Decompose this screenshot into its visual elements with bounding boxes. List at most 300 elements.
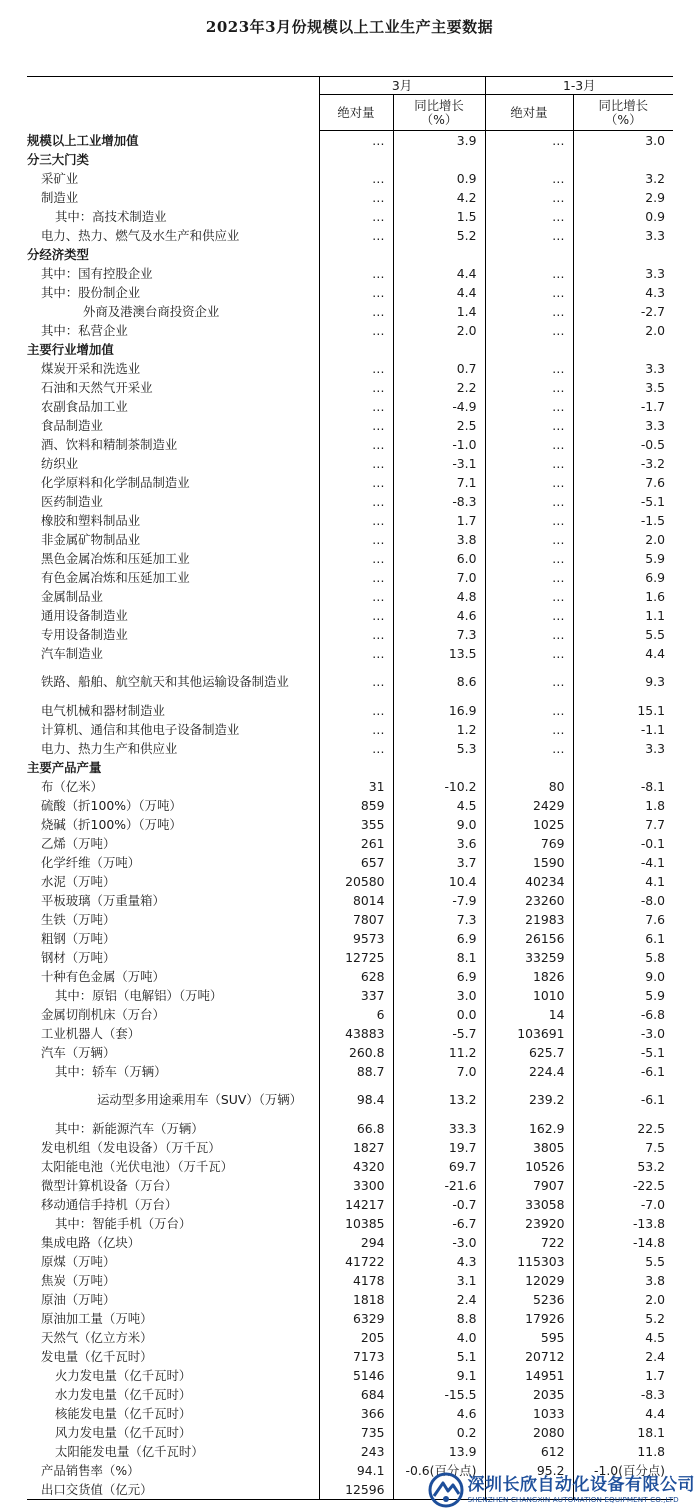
cumulative-absolute-cell: 1010 bbox=[485, 986, 573, 1005]
cumulative-absolute-cell bbox=[485, 758, 573, 777]
table-row bbox=[27, 929, 673, 948]
cumulative-yoy-cell: -8.3 bbox=[573, 1385, 673, 1404]
month-absolute-cell: … bbox=[319, 435, 393, 454]
month-absolute-cell: 10385 bbox=[319, 1214, 393, 1233]
header-yoy-line1: 同比增长 bbox=[414, 97, 464, 113]
month-yoy-cell: -0.6(百分点) bbox=[393, 1461, 485, 1480]
cumulative-yoy-cell: -8.0 bbox=[573, 891, 673, 910]
month-absolute-cell: 8014 bbox=[319, 891, 393, 910]
month-yoy-cell: 4.0 bbox=[393, 1328, 485, 1347]
month-absolute-cell: 20580 bbox=[319, 872, 393, 891]
cumulative-yoy-cell: 4.4 bbox=[573, 1404, 673, 1423]
cumulative-absolute-cell: 612 bbox=[485, 1442, 573, 1461]
cumulative-yoy-cell: 9.0 bbox=[573, 967, 673, 986]
cumulative-absolute-cell: 12029 bbox=[485, 1271, 573, 1290]
cumulative-yoy-cell: 3.3 bbox=[573, 264, 673, 283]
cumulative-yoy-cell: 7.7 bbox=[573, 815, 673, 834]
cumulative-absolute-cell: 3805 bbox=[485, 1138, 573, 1157]
month-yoy-cell: 3.7 bbox=[393, 853, 485, 872]
table-row bbox=[27, 454, 673, 473]
table-row bbox=[27, 207, 673, 226]
month-absolute-cell: … bbox=[319, 663, 393, 701]
cumulative-absolute-cell: 722 bbox=[485, 1233, 573, 1252]
month-absolute-cell: 657 bbox=[319, 853, 393, 872]
row-label: 石油和天然气开采业 bbox=[41, 380, 153, 395]
row-label: 太阳能发电量（亿千瓦时） bbox=[55, 1444, 204, 1459]
table-row bbox=[27, 283, 673, 302]
header-month-absolute: 绝对量 bbox=[319, 95, 393, 131]
table-row bbox=[27, 739, 673, 758]
table-row bbox=[27, 1119, 673, 1138]
month-yoy-cell: 13.5 bbox=[393, 644, 485, 663]
month-yoy-cell: 7.1 bbox=[393, 473, 485, 492]
cumulative-absolute-cell: 21983 bbox=[485, 910, 573, 929]
cumulative-yoy-cell: -22.5 bbox=[573, 1176, 673, 1195]
row-label: 微型计算机设备（万台） bbox=[41, 1178, 178, 1193]
cumulative-yoy-cell: 6.1 bbox=[573, 929, 673, 948]
month-absolute-cell: 4320 bbox=[319, 1157, 393, 1176]
cumulative-yoy-cell bbox=[573, 340, 673, 359]
month-yoy-cell: 2.4 bbox=[393, 1290, 485, 1309]
company-name-block bbox=[468, 1475, 696, 1505]
month-absolute-cell: 355 bbox=[319, 815, 393, 834]
cumulative-yoy-cell: 6.9 bbox=[573, 568, 673, 587]
row-label: 水泥（万吨） bbox=[41, 874, 116, 889]
table-row bbox=[27, 568, 673, 587]
month-yoy-cell: 4.3 bbox=[393, 1252, 485, 1271]
cumulative-yoy-cell: 7.6 bbox=[573, 910, 673, 929]
month-yoy-cell: 1.4 bbox=[393, 302, 485, 321]
month-absolute-cell: … bbox=[319, 511, 393, 530]
cumulative-absolute-cell: … bbox=[485, 207, 573, 226]
month-yoy-cell: -0.7 bbox=[393, 1195, 485, 1214]
month-absolute-cell: … bbox=[319, 587, 393, 606]
cumulative-absolute-cell: 26156 bbox=[485, 929, 573, 948]
table-row bbox=[27, 891, 673, 910]
cumulative-yoy-cell: -6.1 bbox=[573, 1062, 673, 1081]
month-absolute-cell: 1818 bbox=[319, 1290, 393, 1309]
cumulative-yoy-cell: -3.0 bbox=[573, 1024, 673, 1043]
month-absolute-cell: 4178 bbox=[319, 1271, 393, 1290]
cumulative-absolute-cell: 14 bbox=[485, 1005, 573, 1024]
table-row bbox=[27, 910, 673, 929]
table-row bbox=[27, 530, 673, 549]
cumulative-yoy-cell: -1.5 bbox=[573, 511, 673, 530]
month-yoy-cell: 6.0 bbox=[393, 549, 485, 568]
month-absolute-cell: 66.8 bbox=[319, 1119, 393, 1138]
month-yoy-cell: -15.5 bbox=[393, 1385, 485, 1404]
month-yoy-cell: 2.5 bbox=[393, 416, 485, 435]
month-absolute-cell: 735 bbox=[319, 1423, 393, 1442]
company-logo-icon bbox=[428, 1472, 464, 1508]
table-row bbox=[27, 701, 673, 720]
row-label: 主要行业增加值 bbox=[27, 342, 114, 357]
month-yoy-cell: 8.1 bbox=[393, 948, 485, 967]
month-yoy-cell: -7.9 bbox=[393, 891, 485, 910]
row-label: 电气机械和器材制造业 bbox=[41, 703, 165, 718]
row-label: 电力、热力生产和供应业 bbox=[41, 741, 178, 756]
cumulative-absolute-cell: 162.9 bbox=[485, 1119, 573, 1138]
month-absolute-cell: 31 bbox=[319, 777, 393, 796]
row-label: 火力发电量（亿千瓦时） bbox=[55, 1368, 192, 1383]
month-yoy-cell: 8.8 bbox=[393, 1309, 485, 1328]
cumulative-yoy-cell: 4.3 bbox=[573, 283, 673, 302]
cumulative-yoy-cell: -2.7 bbox=[573, 302, 673, 321]
table-row bbox=[27, 1423, 673, 1442]
table-row bbox=[27, 777, 673, 796]
table-row bbox=[27, 1176, 673, 1195]
table-row bbox=[27, 1081, 673, 1119]
cumulative-yoy-cell: 7.5 bbox=[573, 1138, 673, 1157]
table-row bbox=[27, 1404, 673, 1423]
cumulative-absolute-cell: 7907 bbox=[485, 1176, 573, 1195]
table-row bbox=[27, 1024, 673, 1043]
table-row bbox=[27, 359, 673, 378]
row-label: 原油加工量（万吨） bbox=[41, 1311, 153, 1326]
month-absolute-cell: … bbox=[319, 378, 393, 397]
cumulative-absolute-cell: 1025 bbox=[485, 815, 573, 834]
month-absolute-cell bbox=[319, 245, 393, 264]
month-yoy-cell: 33.3 bbox=[393, 1119, 485, 1138]
cumulative-yoy-cell: 2.4 bbox=[573, 1347, 673, 1366]
table-row bbox=[27, 511, 673, 530]
table-row bbox=[27, 815, 673, 834]
month-yoy-cell: -8.3 bbox=[393, 492, 485, 511]
cumulative-yoy-cell: -6.1 bbox=[573, 1081, 673, 1119]
month-absolute-cell: 14217 bbox=[319, 1195, 393, 1214]
month-absolute-cell: 9573 bbox=[319, 929, 393, 948]
cumulative-yoy-cell: 3.0 bbox=[573, 131, 673, 151]
cumulative-absolute-cell: 80 bbox=[485, 777, 573, 796]
row-label: 分三大门类 bbox=[27, 152, 89, 167]
month-yoy-cell: 4.8 bbox=[393, 587, 485, 606]
table-row bbox=[27, 1328, 673, 1347]
cumulative-yoy-cell: -13.8 bbox=[573, 1214, 673, 1233]
month-absolute-cell: 3300 bbox=[319, 1176, 393, 1195]
month-absolute-cell: … bbox=[319, 131, 393, 151]
row-label: 平板玻璃（万重量箱） bbox=[41, 893, 165, 908]
cumulative-absolute-cell: 33259 bbox=[485, 948, 573, 967]
cumulative-yoy-cell: 5.2 bbox=[573, 1309, 673, 1328]
cumulative-yoy-cell: 5.9 bbox=[573, 549, 673, 568]
cumulative-yoy-cell: -5.1 bbox=[573, 1043, 673, 1062]
month-yoy-cell: -10.2 bbox=[393, 777, 485, 796]
row-label: 原煤（万吨） bbox=[41, 1254, 116, 1269]
row-label: 主要产品产量 bbox=[27, 760, 102, 775]
cumulative-yoy-cell: 3.5 bbox=[573, 378, 673, 397]
cumulative-absolute-cell: 23920 bbox=[485, 1214, 573, 1233]
cumulative-yoy-cell: 2.0 bbox=[573, 1290, 673, 1309]
row-label: 分经济类型 bbox=[27, 247, 89, 262]
cumulative-absolute-cell: 33058 bbox=[485, 1195, 573, 1214]
cumulative-absolute-cell: … bbox=[485, 701, 573, 720]
row-label: 规模以上工业增加值 bbox=[27, 132, 139, 148]
month-absolute-cell: … bbox=[319, 264, 393, 283]
month-yoy-cell: 7.0 bbox=[393, 1062, 485, 1081]
cumulative-absolute-cell: 103691 bbox=[485, 1024, 573, 1043]
month-yoy-cell: 1.2 bbox=[393, 720, 485, 739]
month-absolute-cell: 6 bbox=[319, 1005, 393, 1024]
month-yoy-cell: -3.1 bbox=[393, 454, 485, 473]
section-row bbox=[27, 245, 673, 264]
month-absolute-cell: … bbox=[319, 188, 393, 207]
cumulative-yoy-cell: 2.0 bbox=[573, 321, 673, 340]
cumulative-yoy-cell: 7.6 bbox=[573, 473, 673, 492]
table-row bbox=[27, 1442, 673, 1461]
cumulative-yoy-cell: 2.0 bbox=[573, 530, 673, 549]
month-yoy-cell: 4.2 bbox=[393, 188, 485, 207]
month-yoy-cell: 9.0 bbox=[393, 815, 485, 834]
table-row bbox=[27, 435, 673, 454]
table-row bbox=[27, 1366, 673, 1385]
table-row bbox=[27, 131, 673, 151]
table-row bbox=[27, 872, 673, 891]
month-yoy-cell: 4.6 bbox=[393, 606, 485, 625]
row-label: 计算机、通信和其他电子设备制造业 bbox=[41, 722, 240, 737]
cumulative-absolute-cell: 1033 bbox=[485, 1404, 573, 1423]
cumulative-absolute-cell: 95.2 bbox=[485, 1461, 573, 1480]
header-row-columns bbox=[27, 95, 673, 131]
cumulative-absolute-cell: … bbox=[485, 587, 573, 606]
cumulative-yoy-cell: -14.8 bbox=[573, 1233, 673, 1252]
row-label: 非金属矿物制品业 bbox=[41, 532, 141, 547]
table-row bbox=[27, 1233, 673, 1252]
cumulative-yoy-cell bbox=[573, 245, 673, 264]
month-absolute-cell: 5146 bbox=[319, 1366, 393, 1385]
cumulative-yoy-cell: 3.3 bbox=[573, 226, 673, 245]
month-absolute-cell: … bbox=[319, 283, 393, 302]
month-absolute-cell: … bbox=[319, 473, 393, 492]
cumulative-yoy-cell: -7.0 bbox=[573, 1195, 673, 1214]
header-period-cumulative: 1-3月 bbox=[485, 77, 673, 95]
table-row bbox=[27, 226, 673, 245]
month-yoy-cell: 3.6 bbox=[393, 834, 485, 853]
cumulative-yoy-cell: -6.8 bbox=[573, 1005, 673, 1024]
month-yoy-cell: 6.9 bbox=[393, 967, 485, 986]
month-yoy-cell: 3.9 bbox=[393, 131, 485, 151]
cumulative-yoy-cell: 3.3 bbox=[573, 359, 673, 378]
cumulative-absolute-cell: 23260 bbox=[485, 891, 573, 910]
cumulative-yoy-cell: -0.5 bbox=[573, 435, 673, 454]
row-label: 产品销售率（%） bbox=[41, 1463, 140, 1478]
cumulative-yoy-cell: -5.1 bbox=[573, 492, 673, 511]
month-absolute-cell: … bbox=[319, 207, 393, 226]
cumulative-absolute-cell: … bbox=[485, 321, 573, 340]
cumulative-absolute-cell: … bbox=[485, 397, 573, 416]
cumulative-absolute-cell: … bbox=[485, 720, 573, 739]
cumulative-yoy-cell: 4.5 bbox=[573, 1328, 673, 1347]
table-row bbox=[27, 473, 673, 492]
cumulative-yoy-cell bbox=[573, 758, 673, 777]
month-yoy-cell: 5.2 bbox=[393, 226, 485, 245]
cumulative-absolute-cell: 17926 bbox=[485, 1309, 573, 1328]
row-label: 橡胶和塑料制品业 bbox=[41, 513, 141, 528]
cumulative-yoy-cell: -1.0(百分点) bbox=[573, 1461, 673, 1480]
section-row bbox=[27, 340, 673, 359]
row-label: 工业机器人（套） bbox=[41, 1026, 141, 1041]
row-label: 其中：新能源汽车（万辆） bbox=[55, 1121, 204, 1136]
cumulative-yoy-cell: 4.4 bbox=[573, 644, 673, 663]
table-row bbox=[27, 625, 673, 644]
cumulative-yoy-cell bbox=[573, 150, 673, 169]
cumulative-absolute-cell bbox=[485, 245, 573, 264]
row-label: 专用设备制造业 bbox=[41, 627, 128, 642]
row-label: 电力、热力、燃气及水生产和供应业 bbox=[41, 228, 240, 243]
month-yoy-cell: -21.6 bbox=[393, 1176, 485, 1195]
table-row bbox=[27, 1290, 673, 1309]
table-row bbox=[27, 1347, 673, 1366]
table-row bbox=[27, 967, 673, 986]
cumulative-yoy-cell: 3.2 bbox=[573, 169, 673, 188]
row-label: 采矿业 bbox=[41, 171, 79, 186]
month-absolute-cell: 1827 bbox=[319, 1138, 393, 1157]
table-row bbox=[27, 720, 673, 739]
header-yoy-line2: （%） bbox=[604, 111, 642, 127]
row-label: 生铁（万吨） bbox=[41, 912, 116, 927]
header-cum-yoy bbox=[573, 95, 673, 131]
row-label: 运动型多用途乘用车（SUV）（万辆） bbox=[97, 1092, 303, 1107]
month-yoy-cell: 1.5 bbox=[393, 207, 485, 226]
row-label: 制造业 bbox=[41, 190, 79, 205]
month-yoy-cell: 3.0 bbox=[393, 986, 485, 1005]
cumulative-absolute-cell: … bbox=[485, 188, 573, 207]
month-absolute-cell: 43883 bbox=[319, 1024, 393, 1043]
cumulative-absolute-cell: 1826 bbox=[485, 967, 573, 986]
table-row bbox=[27, 321, 673, 340]
month-absolute-cell: 260.8 bbox=[319, 1043, 393, 1062]
row-label: 汽车制造业 bbox=[41, 646, 103, 661]
month-absolute-cell: … bbox=[319, 302, 393, 321]
cumulative-yoy-cell: 2.9 bbox=[573, 188, 673, 207]
table-row bbox=[27, 986, 673, 1005]
cumulative-absolute-cell: … bbox=[485, 568, 573, 587]
cumulative-yoy-cell: 5.5 bbox=[573, 625, 673, 644]
month-absolute-cell bbox=[319, 150, 393, 169]
row-label: 其中：轿车（万辆） bbox=[55, 1064, 167, 1079]
table-row bbox=[27, 796, 673, 815]
row-label: 有色金属冶炼和压延加工业 bbox=[41, 570, 190, 585]
company-name-cn: 深圳长欣自动化设备有限公司 bbox=[467, 1475, 695, 1495]
company-name-en: SHENZHEN CHANGXIN AUTOMATION EQUIPMENT CO.,LTD bbox=[467, 1495, 679, 1504]
cumulative-yoy-cell: 0.9 bbox=[573, 207, 673, 226]
month-yoy-cell: 3.8 bbox=[393, 530, 485, 549]
month-absolute-cell: … bbox=[319, 359, 393, 378]
month-absolute-cell: … bbox=[319, 226, 393, 245]
row-label: 黑色金属冶炼和压延加工业 bbox=[41, 551, 190, 566]
table-row bbox=[27, 416, 673, 435]
table-row bbox=[27, 188, 673, 207]
row-label: 十种有色金属（万吨） bbox=[41, 969, 165, 984]
row-label: 钢材（万吨） bbox=[41, 950, 116, 965]
table-row bbox=[27, 1157, 673, 1176]
month-absolute-cell: … bbox=[319, 169, 393, 188]
row-label: 化学纤维（万吨） bbox=[41, 855, 141, 870]
table-row bbox=[27, 1062, 673, 1081]
month-absolute-cell: … bbox=[319, 397, 393, 416]
cumulative-absolute-cell: 595 bbox=[485, 1328, 573, 1347]
header-period-month: 3月 bbox=[319, 77, 485, 95]
cumulative-yoy-cell: -4.1 bbox=[573, 853, 673, 872]
month-yoy-cell: 0.9 bbox=[393, 169, 485, 188]
month-yoy-cell: 9.1 bbox=[393, 1366, 485, 1385]
row-label: 其中：私营企业 bbox=[41, 323, 128, 338]
row-label: 原油（万吨） bbox=[41, 1292, 116, 1307]
row-label: 硫酸（折100%）（万吨） bbox=[41, 798, 182, 813]
row-label: 纺织业 bbox=[41, 456, 79, 471]
table-row bbox=[27, 169, 673, 188]
cumulative-absolute-cell: … bbox=[485, 606, 573, 625]
row-label: 铁路、船舶、航空航天和其他运输设备制造业 bbox=[41, 674, 289, 689]
header-yoy-line1: 同比增长 bbox=[598, 97, 649, 113]
cumulative-absolute-cell: … bbox=[485, 511, 573, 530]
cumulative-yoy-cell: 5.9 bbox=[573, 986, 673, 1005]
table-row bbox=[27, 1005, 673, 1024]
table-row bbox=[27, 492, 673, 511]
month-absolute-cell: 12596 bbox=[319, 1480, 393, 1500]
row-label: 外商及港澳台商投资企业 bbox=[83, 304, 220, 319]
month-absolute-cell: 684 bbox=[319, 1385, 393, 1404]
cumulative-absolute-cell: 625.7 bbox=[485, 1043, 573, 1062]
row-label: 农副食品加工业 bbox=[41, 399, 128, 414]
month-absolute-cell: 859 bbox=[319, 796, 393, 815]
month-yoy-cell: 4.4 bbox=[393, 264, 485, 283]
month-yoy-cell: 4.4 bbox=[393, 283, 485, 302]
table-body bbox=[27, 131, 673, 1500]
month-yoy-cell bbox=[393, 245, 485, 264]
table-row bbox=[27, 948, 673, 967]
month-absolute-cell: … bbox=[319, 739, 393, 758]
table-row bbox=[27, 1385, 673, 1404]
month-absolute-cell: 366 bbox=[319, 1404, 393, 1423]
month-absolute-cell: … bbox=[319, 416, 393, 435]
table-row bbox=[27, 1195, 673, 1214]
cumulative-absolute-cell: … bbox=[485, 739, 573, 758]
section-row bbox=[27, 150, 673, 169]
cumulative-absolute-cell: 224.4 bbox=[485, 1062, 573, 1081]
month-yoy-cell: -1.0 bbox=[393, 435, 485, 454]
month-yoy-cell: 7.3 bbox=[393, 625, 485, 644]
month-yoy-cell: 5.3 bbox=[393, 739, 485, 758]
row-label: 风力发电量（亿千瓦时） bbox=[55, 1425, 192, 1440]
month-yoy-cell: 1.7 bbox=[393, 511, 485, 530]
month-absolute-cell: … bbox=[319, 568, 393, 587]
cumulative-yoy-cell: 3.3 bbox=[573, 416, 673, 435]
month-absolute-cell: 41722 bbox=[319, 1252, 393, 1271]
table-row bbox=[27, 606, 673, 625]
cumulative-absolute-cell: 1590 bbox=[485, 853, 573, 872]
header-row-periods bbox=[27, 77, 673, 95]
month-yoy-cell: 4.6 bbox=[393, 1404, 485, 1423]
month-yoy-cell bbox=[393, 150, 485, 169]
page-title: 2023年3月份规模以上工业生产主要数据 bbox=[205, 18, 494, 36]
row-label: 天然气（亿立方米） bbox=[41, 1330, 153, 1345]
month-yoy-cell: 6.9 bbox=[393, 929, 485, 948]
row-label: 其中：股份制企业 bbox=[41, 285, 141, 300]
cumulative-yoy-cell: 1.8 bbox=[573, 796, 673, 815]
cumulative-absolute-cell: … bbox=[485, 549, 573, 568]
cumulative-absolute-cell: … bbox=[485, 264, 573, 283]
cumulative-absolute-cell: … bbox=[485, 644, 573, 663]
month-yoy-cell: 2.2 bbox=[393, 378, 485, 397]
cumulative-absolute-cell: … bbox=[485, 359, 573, 378]
cumulative-yoy-cell: -0.1 bbox=[573, 834, 673, 853]
cumulative-absolute-cell: 115303 bbox=[485, 1252, 573, 1271]
table-row bbox=[27, 549, 673, 568]
cumulative-yoy-cell: 5.5 bbox=[573, 1252, 673, 1271]
row-label: 移动通信手持机（万台） bbox=[41, 1197, 178, 1212]
row-label: 乙烯（万吨） bbox=[41, 836, 116, 851]
month-absolute-cell: … bbox=[319, 644, 393, 663]
